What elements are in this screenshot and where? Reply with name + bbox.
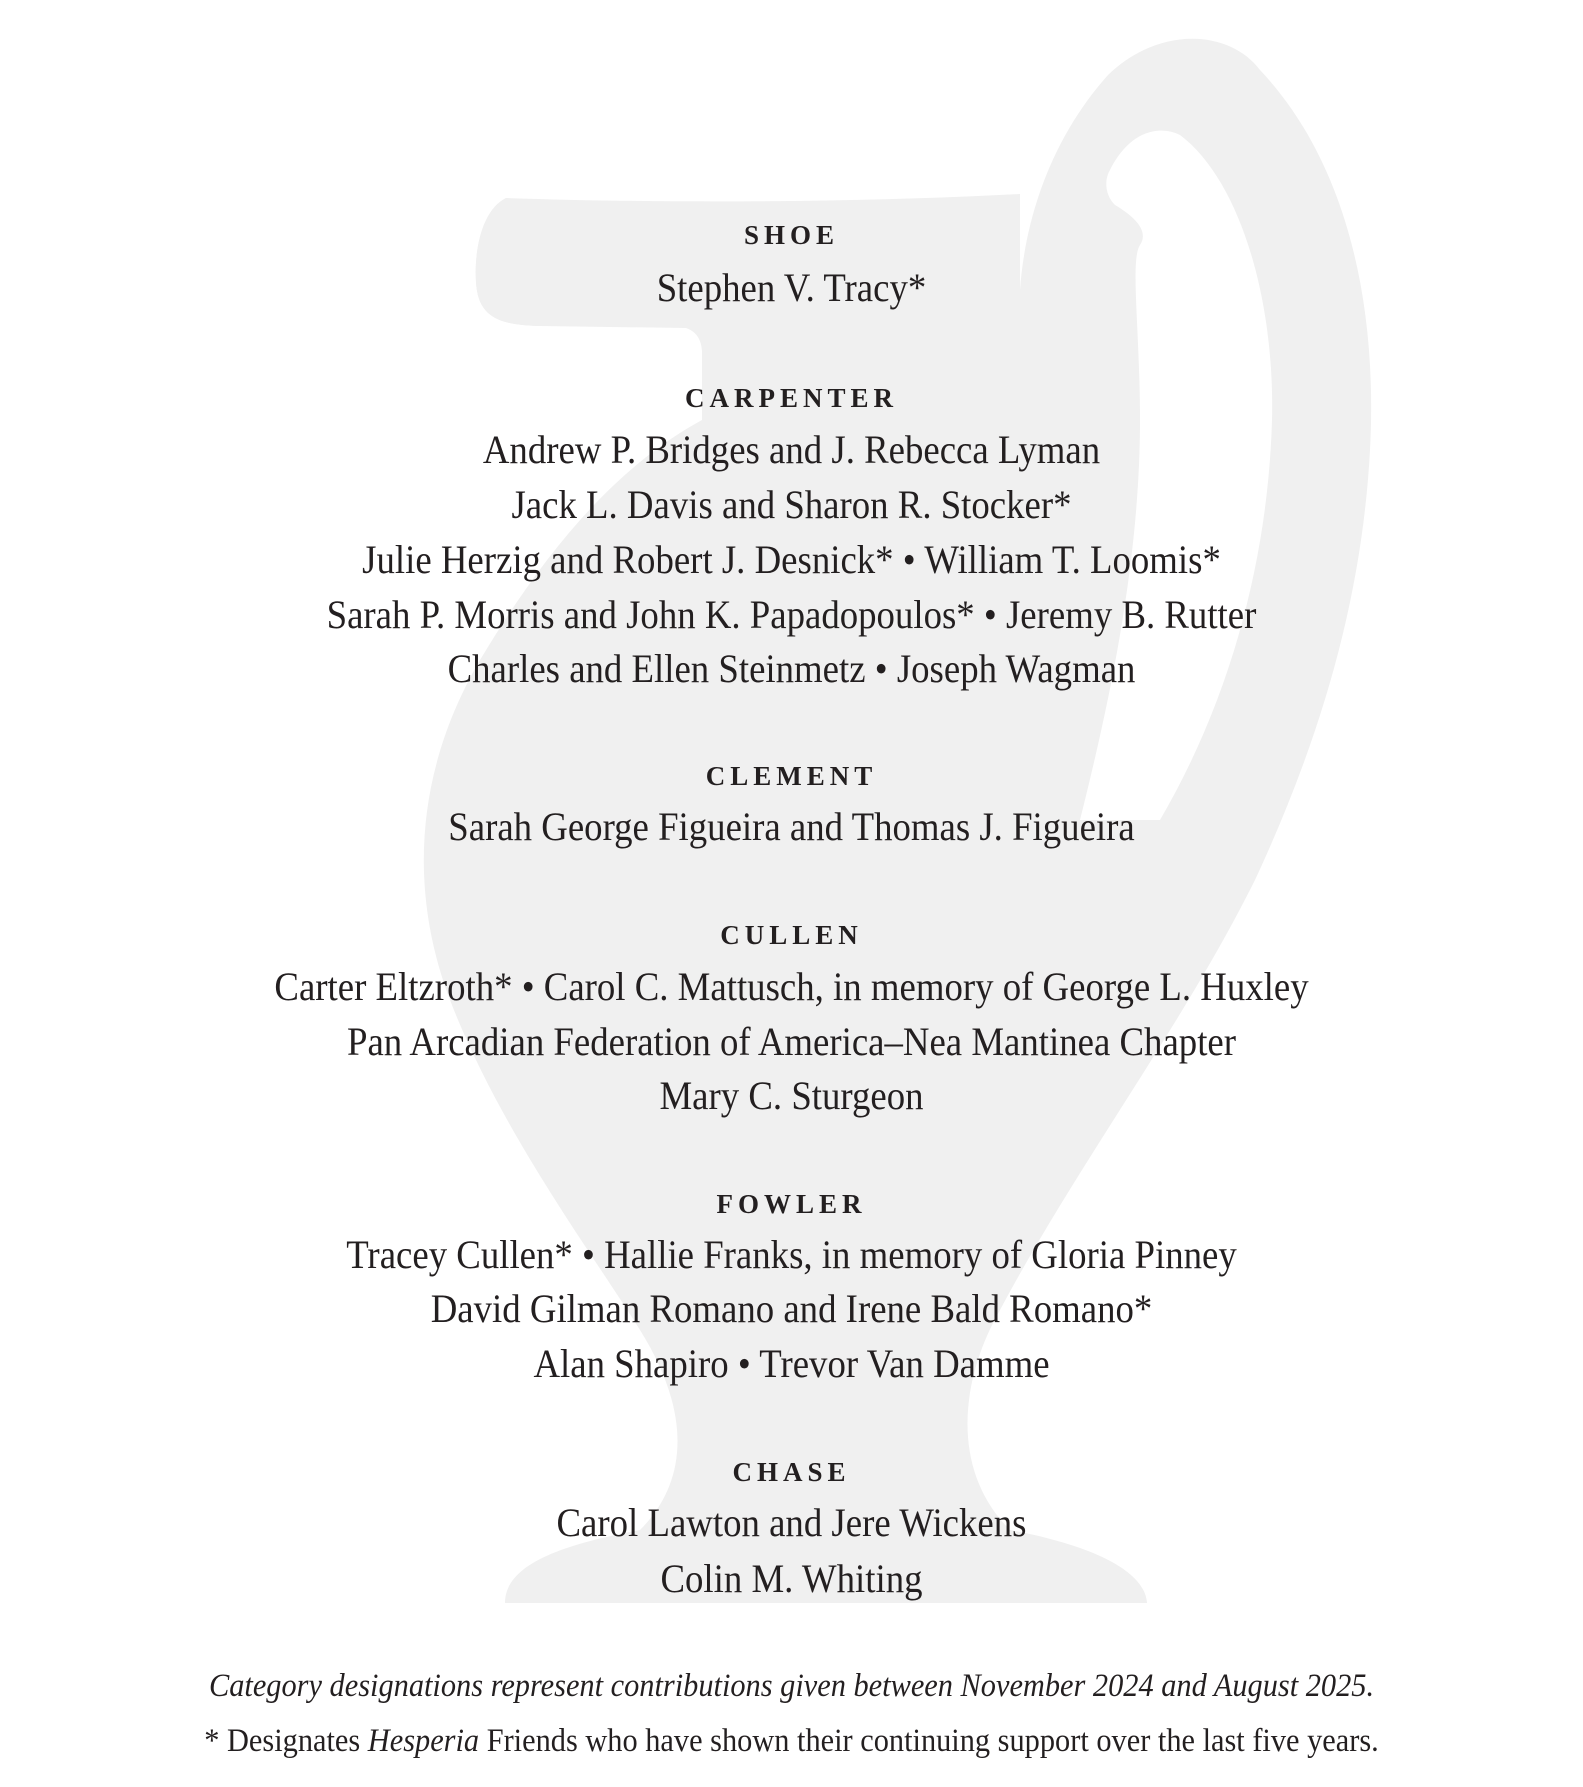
footnote-suffix: Friends who have shown their continuing support over the last five years. [479, 1723, 1379, 1759]
donor-line: Stephen V. Tracy* [656, 265, 927, 310]
donor-line: Alan Shapiro • Trevor Van Damme [533, 1341, 1050, 1386]
donor-line: Sarah George Figueira and Thomas J. Figueira [448, 804, 1135, 849]
donor-line: Carol Lawton and Jere Wickens [556, 1500, 1027, 1545]
donor-line: Sarah P. Morris and John K. Papadopoulos* • Jeremy B. Rutter [326, 592, 1257, 637]
footnote-asterisk [63, 1723, 1519, 1760]
donor-line: David Gilman Romano and Irene Bald Romano* [430, 1286, 1153, 1331]
footnote-prefix: * Designates [204, 1723, 368, 1759]
category-heading-shoe: SHOE [743, 220, 840, 250]
donor-line: Jack L. Davis and Sharon R. Stocker* [511, 482, 1072, 527]
footnote-category-designations: Category designations represent contributions given between November 2024 and August 2025. [208, 1668, 1375, 1704]
donor-line: Tracey Cullen* • Hallie Franks, in memory of Gloria Pinney [346, 1232, 1237, 1277]
category-heading-fowler: FOWLER [716, 1189, 867, 1219]
donor-line: Colin M. Whiting [660, 1556, 923, 1601]
footnote-journal-name: Hesperia [367, 1723, 480, 1759]
donor-line: Carter Eltzroth* • Carol C. Mattusch, in memory of George L. Huxley [274, 964, 1309, 1009]
donor-line: Andrew P. Bridges and J. Rebecca Lyman [482, 427, 1101, 472]
category-heading-clement: CLEMENT [705, 761, 878, 791]
donor-line: Pan Arcadian Federation of America–Nea Mantinea Chapter [346, 1019, 1237, 1064]
category-heading-carpenter: CARPENTER [684, 383, 898, 413]
donor-line: Charles and Ellen Steinmetz • Joseph Wagman [447, 646, 1136, 691]
donor-line: Mary C. Sturgeon [659, 1073, 924, 1118]
category-heading-chase: CHASE [732, 1457, 851, 1487]
category-heading-cullen: CULLEN [720, 920, 863, 950]
donor-line: Julie Herzig and Robert J. Desnick* • William T. Loomis* [362, 537, 1221, 582]
